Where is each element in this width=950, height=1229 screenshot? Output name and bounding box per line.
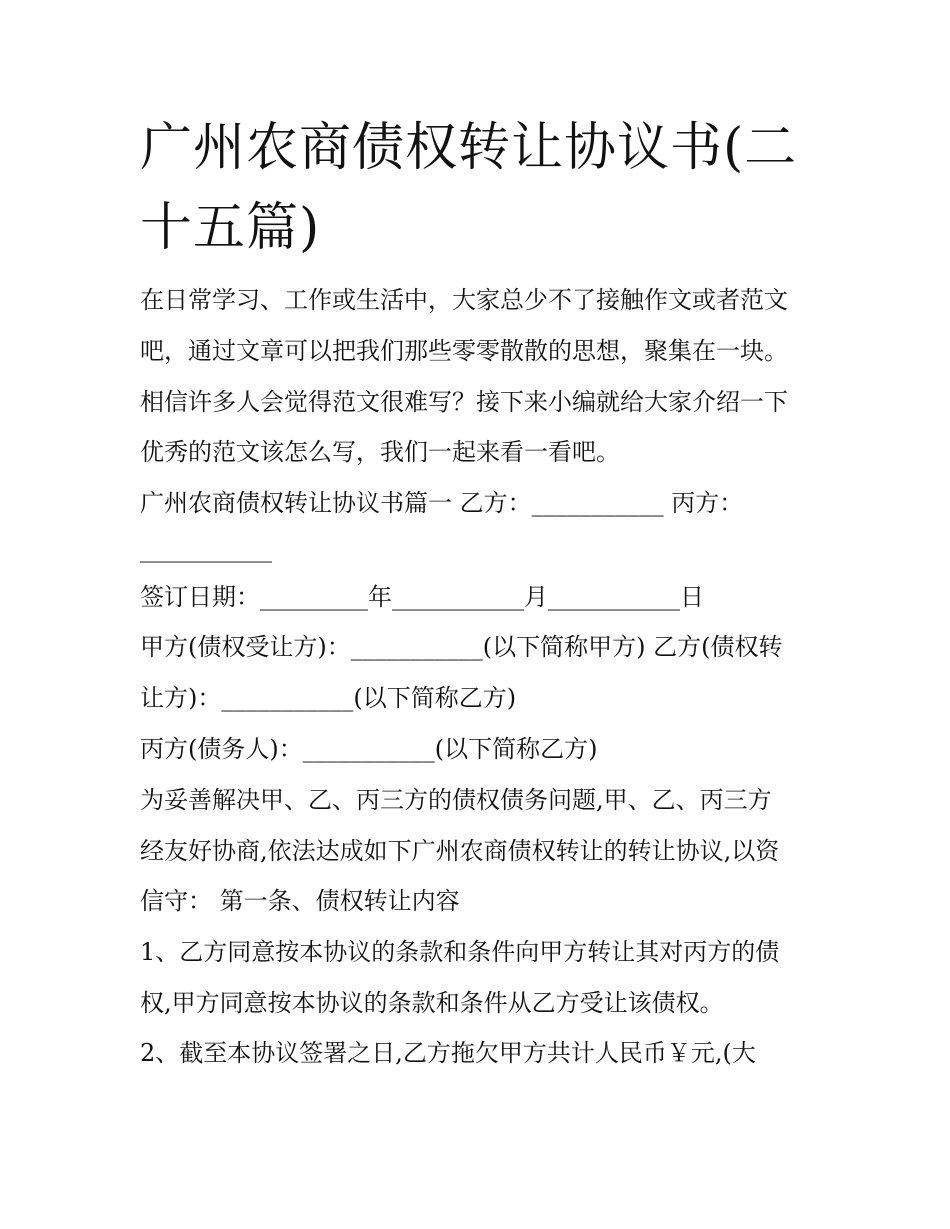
body-line: ___________ (140, 535, 272, 563)
body-line: 优秀的范文该怎么写，我们一起来看一看吧。 (140, 438, 620, 466)
document-title: 广州农商债权转让协议书(二十五篇) (140, 118, 798, 258)
body-line: 在日常学习、工作或生活中，大家总少不了接触作文或者范文 (140, 286, 788, 314)
body-line: 丙方(债务人)：___________(以下简称乙方) (140, 735, 598, 763)
body-line: 1、乙方同意按本协议的条款和条件向甲方转让其对丙方的债 (140, 938, 780, 966)
body-line: 权,甲方同意按本协议的条款和条件从乙方受让该债权。 (140, 989, 724, 1017)
body-line: 2、截至本协议签署之日,乙方拖欠甲方共计人民币￥元,(大 (140, 1039, 756, 1067)
body-line: 相信许多人会觉得范文很难写？接下来小编就给大家介绍一下 (140, 388, 788, 416)
body-line: 为妥善解决甲、乙、丙三方的债权债务问题,甲、乙、丙三方 (140, 786, 772, 814)
body-line: 信守： 第一条、债权转让内容 (140, 887, 460, 915)
body-line: 甲方(债权受让方)：___________(以下简称甲方) 乙方(债权转 (140, 633, 783, 661)
body-line: 签订日期：_________年___________月___________日 (140, 583, 704, 611)
body-line: 让方)：___________(以下简称乙方) (140, 684, 517, 712)
body-line: 广州农商债权转让协议书篇一 乙方：___________ 丙方： (140, 489, 744, 517)
body-line: 经友好协商,依法达成如下广州农商债权转让的转让协议,以资 (140, 837, 780, 865)
body-line: 吧，通过文章可以把我们那些零零散散的思想，聚集在一块。 (140, 337, 788, 365)
